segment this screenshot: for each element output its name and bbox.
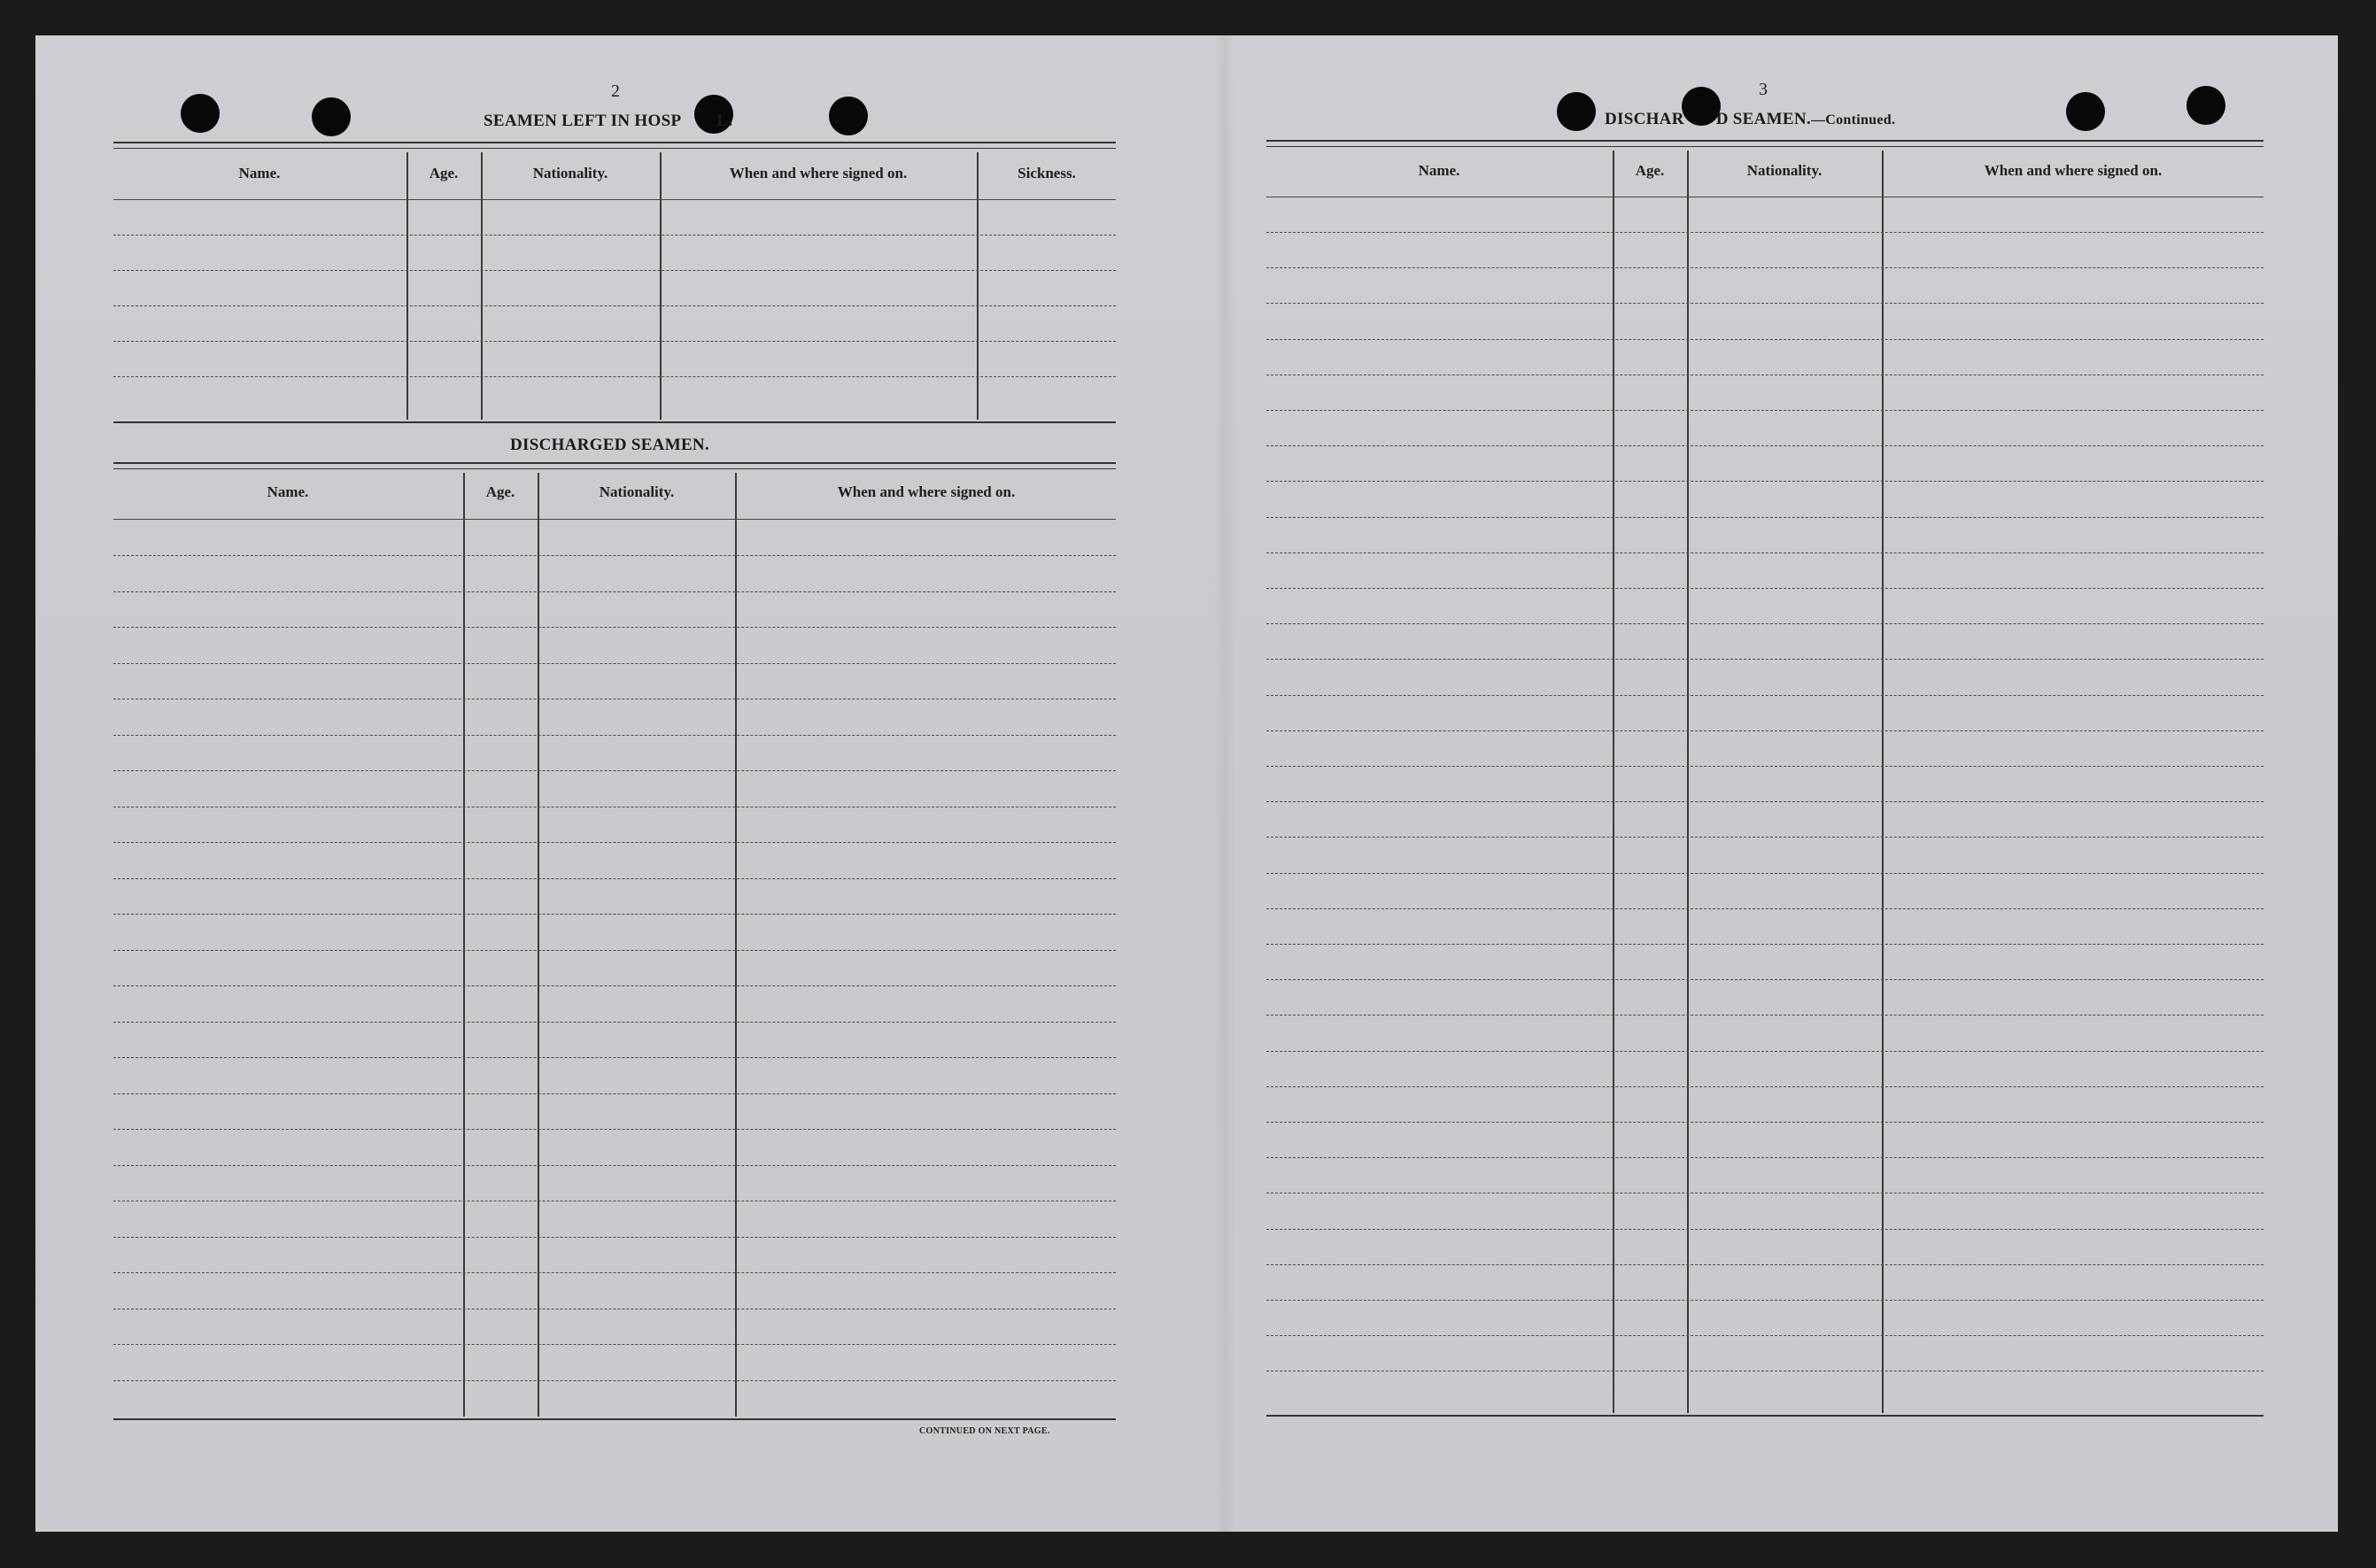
- entry-row-line: [1266, 517, 2264, 518]
- column-divider: [1613, 151, 1614, 1413]
- entry-row-line: [113, 627, 1116, 628]
- entry-row-line: [113, 735, 1116, 736]
- hospital-top-rule: [113, 142, 1116, 149]
- hospital-header-signed-on: When and where signed on.: [729, 165, 908, 182]
- column-divider: [481, 152, 483, 420]
- entry-row-line: [113, 842, 1116, 843]
- entry-row-line: [1266, 1264, 2264, 1265]
- entry-row-line: [113, 1129, 1116, 1130]
- left-bottom-rule: [113, 1418, 1116, 1420]
- entry-row-line: [113, 235, 1116, 236]
- entry-row-line: [1266, 908, 2264, 909]
- entry-row-line: [113, 341, 1116, 342]
- entry-row-line: [1266, 1051, 2264, 1052]
- entry-row-line: [113, 591, 1116, 592]
- hospital-header-rule: [113, 199, 1116, 200]
- right-bottom-rule: [1266, 1415, 2264, 1417]
- document-sheet: [35, 35, 2338, 1532]
- hospital-title-part2: L.: [716, 112, 733, 130]
- column-divider: [463, 473, 465, 1417]
- hospital-title-part1: SEAMEN LEFT IN HOSP: [484, 112, 682, 130]
- column-divider: [977, 152, 979, 420]
- entry-row-line: [113, 1237, 1116, 1238]
- entry-row-line: [1266, 695, 2264, 696]
- page-fold: [1215, 35, 1234, 1532]
- entry-row-line: [113, 1272, 1116, 1273]
- discharged-header-nationality: Nationality.: [599, 483, 675, 500]
- hospital-header-age: Age.: [429, 165, 459, 182]
- entry-row-line: [113, 1165, 1116, 1166]
- column-divider: [1687, 151, 1689, 1413]
- hospital-header-nationality: Nationality.: [532, 165, 608, 182]
- entry-row-line: [1266, 979, 2264, 980]
- entry-row-line: [113, 555, 1116, 556]
- punch-hole: [829, 97, 868, 135]
- entry-row-line: [113, 305, 1116, 306]
- entry-row-line: [1266, 552, 2264, 553]
- entry-row-line: [1266, 445, 2264, 446]
- entry-row-line: [1266, 1086, 2264, 1087]
- entry-row-line: [113, 270, 1116, 271]
- entry-row-line: [1266, 801, 2264, 802]
- hospital-header-sickness: Sickness.: [1018, 165, 1076, 182]
- entry-row-line: [1266, 873, 2264, 874]
- right-title-suffix: —Continued.: [1810, 112, 1896, 127]
- column-divider: [660, 152, 662, 420]
- entry-row-line: [1266, 303, 2264, 304]
- entry-row-line: [113, 1022, 1116, 1023]
- punch-hole: [1557, 92, 1596, 131]
- entry-row-line: [113, 950, 1116, 951]
- right-header-age: Age.: [1635, 162, 1665, 179]
- entry-row-line: [1266, 659, 2264, 660]
- punch-hole: [2186, 86, 2225, 125]
- entry-row-line: [113, 1380, 1116, 1381]
- hospital-bottom-rule: [113, 421, 1116, 423]
- entry-row-line: [113, 1093, 1116, 1094]
- entry-row-line: [1266, 1122, 2264, 1123]
- discharged-header-age: Age.: [485, 483, 515, 500]
- entry-row-line: [1266, 588, 2264, 589]
- entry-row-line: [1266, 410, 2264, 411]
- page-number: 2: [611, 81, 620, 101]
- hospital-header-name: Name.: [238, 165, 281, 182]
- entry-row-line: [1266, 1015, 2264, 1016]
- entry-row-line: [113, 1344, 1116, 1345]
- entry-row-line: [113, 1057, 1116, 1058]
- entry-row-line: [1266, 267, 2264, 268]
- entry-row-line: [113, 770, 1116, 771]
- discharged-header-name: Name.: [267, 483, 309, 500]
- continued-note: CONTINUED ON NEXT PAGE.: [919, 1426, 1050, 1436]
- entry-row-line: [113, 376, 1116, 377]
- column-divider: [1882, 151, 1884, 1413]
- entry-row-line: [113, 985, 1116, 986]
- entry-row-line: [1266, 339, 2264, 340]
- column-divider: [406, 152, 408, 420]
- discharged-top-rule: [113, 462, 1116, 469]
- right-section-title: [1605, 110, 1895, 129]
- right-title-part1: DISCHAR: [1605, 110, 1684, 128]
- entry-row-line: [1266, 730, 2264, 731]
- right-title-part2: D SEAMEN.: [1715, 110, 1811, 128]
- entry-row-line: [1266, 623, 2264, 624]
- right-top-rule: [1266, 140, 2264, 147]
- entry-row-line: [113, 914, 1116, 915]
- column-divider: [735, 473, 737, 1417]
- discharged-header-signed-on: When and where signed on.: [837, 483, 1016, 500]
- hospital-section-title: [484, 112, 732, 131]
- punch-hole: [181, 94, 220, 133]
- entry-row-line: [1266, 232, 2264, 233]
- entry-row-line: [1266, 944, 2264, 945]
- entry-row-line: [1266, 1335, 2264, 1336]
- right-header-nationality: Nationality.: [1746, 162, 1823, 179]
- discharged-section-title: DISCHARGED SEAMEN.: [510, 436, 709, 454]
- discharged-header-rule: [113, 519, 1116, 520]
- entry-row-line: [113, 878, 1116, 879]
- entry-row-line: [113, 663, 1116, 664]
- entry-row-line: [1266, 481, 2264, 482]
- right-header-name: Name.: [1418, 162, 1460, 179]
- entry-row-line: [1266, 1300, 2264, 1301]
- punch-hole: [312, 97, 351, 136]
- entry-row-line: [1266, 1229, 2264, 1230]
- punch-hole: [2066, 92, 2105, 131]
- entry-row-line: [1266, 1157, 2264, 1158]
- right-header-signed-on: When and where signed on.: [1984, 162, 2163, 179]
- page-number: 3: [1759, 80, 1768, 99]
- entry-row-line: [1266, 837, 2264, 838]
- column-divider: [538, 473, 539, 1417]
- entry-row-line: [1266, 766, 2264, 767]
